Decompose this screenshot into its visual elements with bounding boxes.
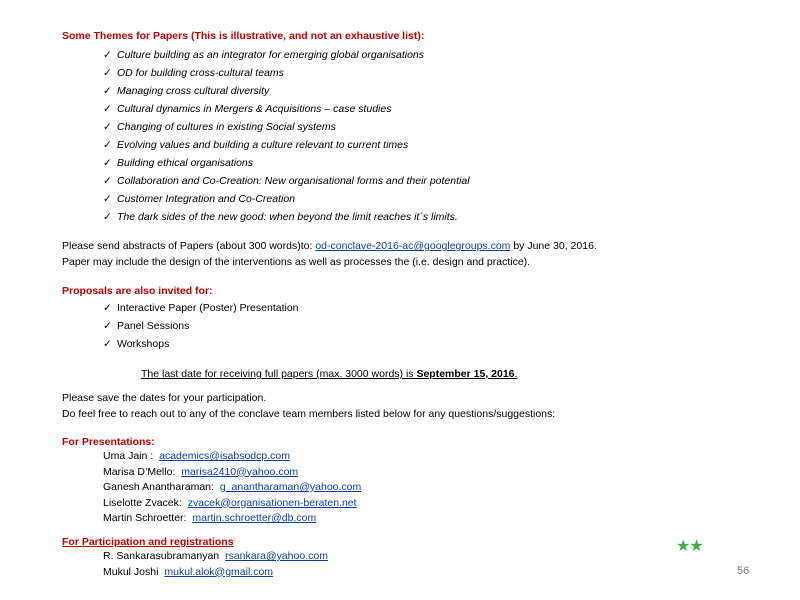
proposals-heading: Proposals are also invited for:	[62, 285, 213, 297]
checkmark-icon: ✓	[103, 320, 112, 332]
themes-item-text: OD for building cross-cultural teams	[117, 67, 284, 79]
abstracts-line	[62, 240, 597, 252]
contact-email-link[interactable]: academics@isabsodcp.com	[159, 450, 290, 462]
contact-name: Uma Jain :	[103, 450, 157, 462]
participation-heading: For Participation and registrations	[62, 536, 234, 548]
contact-name: Mukul Joshi	[103, 565, 162, 578]
presentations-heading: For Presentations:	[62, 436, 155, 448]
page-number: 56	[737, 565, 750, 577]
themes-item	[103, 82, 470, 100]
contact-row	[103, 565, 328, 581]
checkmark-icon: ✓	[103, 139, 112, 151]
themes-item	[103, 118, 470, 136]
presentations-contacts	[103, 449, 361, 527]
checkmark-icon: ✓	[103, 175, 112, 187]
proposals-item-text: Panel Sessions	[117, 320, 190, 332]
contact-name: Ganesh Anantharaman:	[103, 481, 217, 493]
themes-item-text: Cultural dynamics in Mergers & Acquisitions – case studies	[117, 103, 392, 115]
contact-name: Liselotte Zvacek:	[103, 496, 185, 509]
themes-item-text: Collaboration and Co-Creation: New organisational forms and their potential	[117, 175, 470, 187]
themes-item-text: Culture building as an integrator for emerging global organisations	[117, 49, 425, 61]
checkmark-icon: ✓	[103, 338, 112, 350]
contact-row	[103, 449, 361, 465]
proposals-item-text: Workshops	[117, 338, 170, 350]
checkmark-icon: ✓	[103, 302, 112, 314]
themes-item-text: Customer Integration and Co-Creation	[117, 193, 296, 205]
contact-email-link[interactable]: martin.schroetter@db.com	[192, 512, 317, 524]
contact-name: Marisa D’Mello:	[103, 465, 179, 478]
reach-out-line: Do feel free to reach out to any of the conclave team members listed below for any questions/suggestions:	[62, 408, 556, 420]
deadline-text: The last date for receiving full papers (max. 3000 words) is	[141, 368, 417, 380]
contact-email-link[interactable]: mukul.alok@gmail.com	[164, 565, 274, 578]
contact-email-link[interactable]: zvacek@organisationen-beraten.net	[187, 496, 357, 509]
themes-item-text: The dark sides of the new good: when beyond the limit reaches it´s limits.	[117, 211, 458, 223]
design-line: Paper may include the design of the interventions as well as processes the (i.e. design and practice).	[62, 256, 531, 268]
deadline-date: September 15, 2016	[416, 368, 515, 380]
checkmark-icon: ✓	[103, 85, 112, 97]
themes-item-text: Evolving values and building a culture relevant to current times	[117, 139, 409, 151]
deadline-line	[141, 368, 517, 380]
proposals-item	[103, 299, 299, 317]
contact-row	[103, 496, 361, 512]
contact-name: R. Sankarasubramanyan	[103, 550, 223, 562]
contact-row	[103, 480, 361, 496]
proposals-list	[103, 299, 299, 353]
themes-heading: Some Themes for Papers (This is illustrative, and not an exhaustive list):	[62, 30, 425, 42]
checkmark-icon: ✓	[103, 67, 112, 79]
checkmark-icon: ✓	[103, 121, 112, 133]
themes-item	[103, 46, 470, 64]
themes-item	[103, 100, 470, 118]
contact-email-link[interactable]: g_anantharaman@yahoo.com	[219, 481, 362, 493]
themes-item	[103, 208, 470, 226]
checkmark-icon: ✓	[103, 49, 112, 61]
participation-contacts	[103, 549, 328, 580]
contact-email-link[interactable]: rsankara@yahoo.com	[225, 550, 328, 562]
abstracts-line-before: Please send abstracts of Papers (about 300 words)to:	[62, 240, 316, 252]
checkmark-icon: ✓	[103, 157, 112, 169]
abstracts-line-after: by June 30, 2016.	[510, 240, 597, 252]
themes-item	[103, 190, 470, 208]
save-dates-line: Please save the dates for your participation.	[62, 392, 267, 404]
themes-item-text: Managing cross cultural diversity	[117, 85, 270, 97]
contact-row	[103, 511, 361, 527]
themes-item	[103, 172, 470, 190]
abstracts-email-link[interactable]: od-conclave-2016-ac@googlegroups.com	[315, 240, 511, 252]
deadline-end: .	[514, 368, 518, 380]
checkmark-icon: ✓	[103, 193, 112, 205]
proposals-item-text: Interactive Paper (Poster) Presentation	[117, 302, 299, 314]
stars-decoration-icon: ★★	[676, 538, 703, 555]
themes-item	[103, 64, 470, 82]
themes-item	[103, 154, 470, 172]
themes-list	[103, 46, 470, 226]
contact-email-link[interactable]: marisa2410@yahoo.com	[181, 465, 299, 478]
contact-name: Martin Schroetter:	[103, 512, 190, 524]
themes-item-text: Building ethical organisations	[117, 157, 254, 169]
contact-row	[103, 465, 361, 481]
proposals-item	[103, 335, 299, 353]
contact-row	[103, 549, 328, 565]
themes-item	[103, 136, 470, 154]
checkmark-icon: ✓	[103, 103, 112, 115]
checkmark-icon: ✓	[103, 211, 112, 223]
themes-item-text: Changing of cultures in existing Social systems	[117, 121, 336, 133]
proposals-item	[103, 317, 299, 335]
